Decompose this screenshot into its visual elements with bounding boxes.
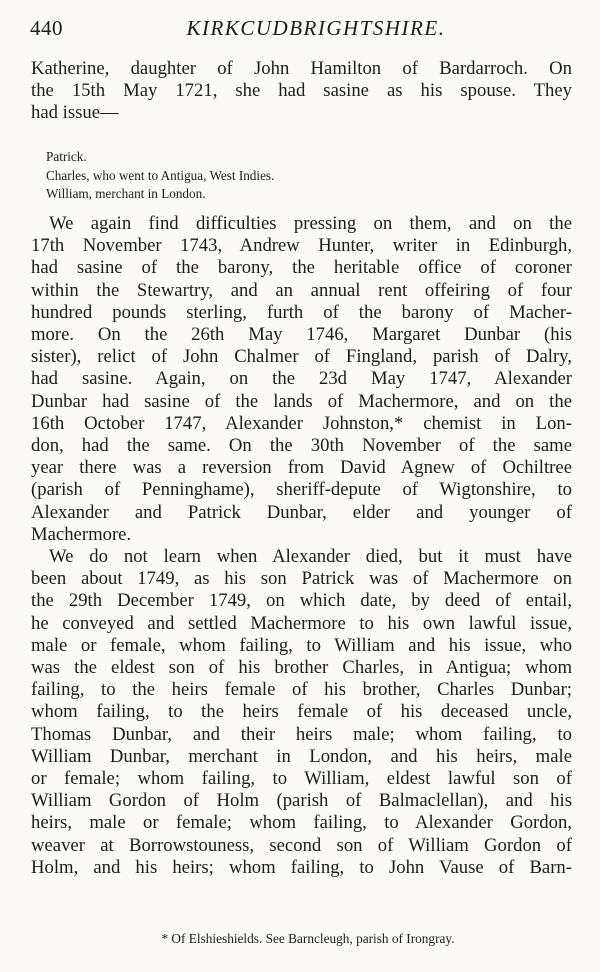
text-line: We do not learn when Alexander died, but it must have	[49, 546, 572, 567]
text-line: whom failing, to the heirs female of his deceased uncle,	[31, 701, 572, 723]
page-header	[30, 16, 570, 48]
text-line: had sasine of the barony, the heritable office of coroner	[31, 257, 572, 279]
list-item: William, merchant in London.	[46, 186, 206, 202]
text-line: he conveyed and settled Machermore to his own lawful issue,	[31, 612, 572, 634]
text-line: hundred pounds sterling, furth of the barony of Macher-	[31, 301, 572, 323]
text-line: male or female, whom failing, to William and his issue, who	[31, 634, 572, 656]
text-line: Alexander and Patrick Dunbar, elder and younger of	[31, 501, 572, 523]
text-line: William Gordon of Holm (parish of Balmaclellan), and his	[31, 790, 572, 812]
list-item: Patrick.	[46, 149, 87, 164]
text-line: been about 1749, as his son Patrick was of Machermore on	[31, 568, 572, 590]
text-line: within the Stewartry, and an annual rent offeiring of four	[31, 279, 572, 301]
text-line: heirs, male or female; whom failing, to Alexander Gordon,	[31, 812, 572, 834]
text-line: Katherine, daughter of John Hamilton of Bardarroch. On	[31, 58, 572, 79]
text-line: 17th November 1743, Andrew Hunter, writer in Edinburgh,	[31, 235, 572, 257]
text-line: the 15th May 1721, she had sasine as his spouse. They	[31, 80, 572, 102]
text-line: had issue—	[31, 102, 119, 124]
text-line: 16th October 1747, Alexander Johnston,* chemist in Lon-	[31, 412, 572, 434]
text-line: failing, to the heirs female of his brother, Charles Dunbar;	[31, 679, 572, 701]
text-line: had sasine. Again, on the 23d May 1747, Alexander	[31, 368, 572, 390]
text-line: don, had the same. On the 30th November of the same	[31, 435, 572, 457]
text-line: the 29th December 1749, on which date, by deed of entail,	[31, 590, 572, 612]
page-number: 440	[30, 16, 63, 40]
text-line: or female; whom failing, to William, eldest lawful son of	[31, 768, 572, 790]
text-line: Machermore.	[31, 523, 132, 545]
paragraph-1	[31, 213, 572, 546]
intro-paragraph	[31, 58, 572, 125]
text-line: was the eldest son of his brother Charles, in Antigua; whom	[31, 657, 572, 679]
text-line: more. On the 26th May 1746, Margaret Dunbar (his	[31, 324, 572, 346]
text-line: Holm, and his heirs; whom failing, to John Vause of Barn-	[31, 856, 572, 878]
list-item: Charles, who went to Antigua, West Indies.	[46, 167, 275, 183]
text-line: year there was a reversion from David Agnew of Ochiltree	[31, 457, 572, 479]
text-line: Dunbar had sasine of the lands of Machermore, and on the	[31, 390, 572, 412]
text-line: weaver at Borrowstouness, second son of William Gordon of	[31, 834, 572, 856]
text-line: Thomas Dunbar, and their heirs male; whom failing, to	[31, 723, 572, 745]
text-line: William Dunbar, merchant in London, and his heirs, male	[31, 745, 572, 767]
running-title: KIRKCUDBRIGHTSHIRE.	[186, 16, 446, 40]
footnote: * Of Elshieshields. See Barncleugh, parish of Irongray.	[161, 931, 455, 946]
text-line: sister), relict of John Chalmer of Fingland, parish of Dalry,	[31, 346, 572, 368]
paragraph-2	[31, 546, 572, 879]
issue-list	[46, 148, 274, 204]
text-line: (parish of Penninghame), sheriff-depute of Wigtonshire, to	[31, 479, 572, 501]
text-line: We again find difficulties pressing on them, and on the	[49, 213, 572, 234]
